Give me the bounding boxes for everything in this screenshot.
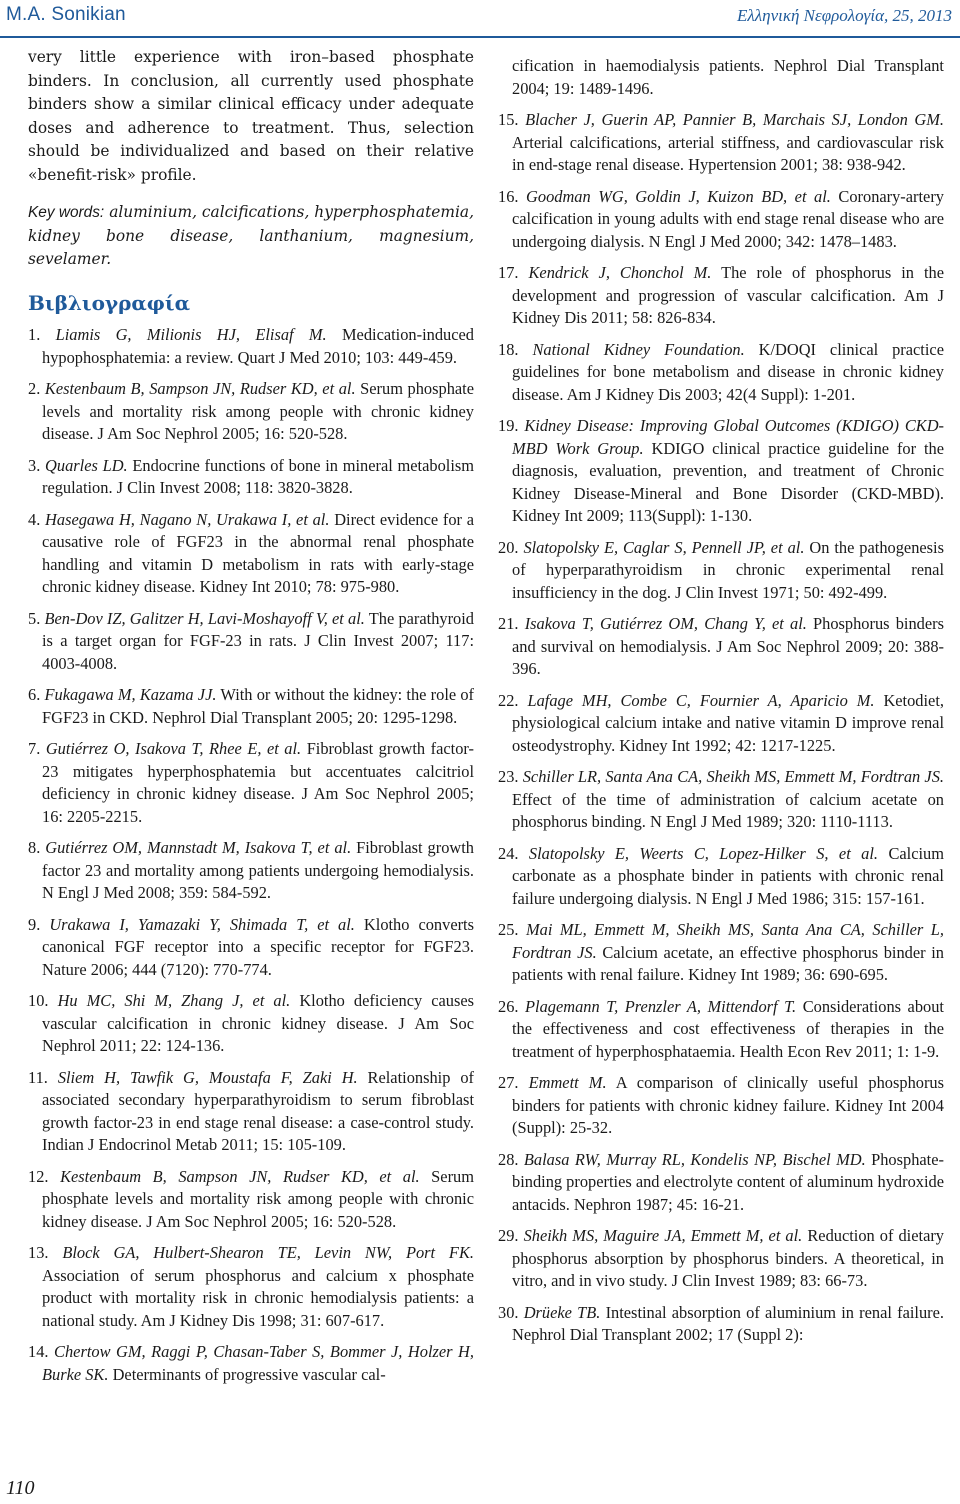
- reference-authors: Block GA, Hulbert-Shearon TE, Levin NW, Port FK.: [62, 1243, 474, 1262]
- reference-details: Serum phosphate levels and mortality risk among people with chronic kidney disease. J Am Soc Nephrol 2005; 16: 520-528.: [42, 379, 474, 443]
- reference-authors: Fukagawa M, Kazama JJ.: [44, 685, 217, 704]
- reference-details: On the pathogenesis of hyperparathyroidism in chronic experimental renal insufficiency in the dog. J Clin Invest 1971; 50: 492-499.: [512, 537, 944, 602]
- reference-number: 7.: [28, 739, 41, 758]
- reference-details: K/DOQI clinical practice guidelines for bone metabolism and disease in chronic kidney disease. Am J Kidney Dis 2003; 42(4 Suppl): 1-201.: [512, 339, 944, 404]
- reference-details: Fibroblast growth factor 23 and mortality among patients undergoing hemodialysis. N Engl J Med 2008; 359: 584-592.: [42, 838, 474, 902]
- reference-authors: Blacher J, Guerin AP, Pannier B, Marchais SJ, London GM.: [525, 110, 944, 129]
- reference-authors: Plagemann T, Prenzler A, Mittendorf T.: [525, 996, 797, 1016]
- reference-number: 2.: [28, 379, 41, 398]
- reference-details: Determinants of progressive vascular cal-: [112, 1364, 386, 1384]
- abstract-paragraph: very little experience with iron–based phosphate binders. In conclusion, all currently used phosphate binders show a similar clinical efficacy under adequate doses and adherence to treatment. Thus, selection should be individualized and based on their relative «benefit-risk» profile.: [28, 48, 474, 184]
- reference-number: 15.: [498, 110, 519, 129]
- reference-authors: Ben-Dov IZ, Galitzer H, Lavi-Moshayoff V, et al.: [44, 608, 365, 628]
- reference-item: [498, 262, 944, 330]
- reference-number: 3.: [28, 455, 41, 475]
- reference-authors: Chertow GM, Raggi P, Chasan-Taber S, Bommer J, Holzer H, Burke SK.: [42, 1342, 474, 1384]
- reference-item: [28, 684, 474, 729]
- reference-number: 4.: [28, 509, 41, 529]
- page-number: 110: [6, 1477, 35, 1499]
- reference-details: Effect of the time of administration of calcium acetate on phosphorus binding. N Engl J Med 1989; 320: 1110-1113.: [512, 789, 944, 831]
- reference-details: Calcium carbonate as a phosphate binder in patients with chronic renal failure undergoing dialysis. N Engl J Med 1986; 315: 157-161.: [512, 843, 944, 908]
- reference-item: [28, 378, 474, 446]
- reference-number: 6.: [28, 685, 41, 704]
- reference-number: 20.: [498, 537, 519, 557]
- author-running-head: M.A. Sonikian: [6, 4, 126, 25]
- reference-number: 19.: [498, 416, 519, 435]
- reference-item: [498, 919, 944, 987]
- reference-number: 18.: [498, 339, 519, 359]
- reference-item: [498, 109, 944, 177]
- reference-details: The parathyroid is a target organ for FGF-23 in rats. J Clin Invest 2007; 117: 4003-4008.: [42, 608, 475, 673]
- reference-number: 9.: [28, 914, 41, 934]
- reference-number: 13.: [28, 1243, 49, 1262]
- reference-item: [498, 1225, 944, 1293]
- reference-authors: Slatopolsky E, Caglar S, Pennell JP, et al.: [523, 537, 805, 557]
- reference-details: Phosphorus binders and survival on hemodialysis. J Am Soc Nephrol 2009; 20: 388-396.: [512, 614, 944, 678]
- reference-item: [28, 1067, 474, 1157]
- reference-authors: Lafage MH, Combe C, Fournier A, Aparicio M.: [527, 690, 875, 710]
- reference-details: The role of phosphorus in the development and progression of vascular calcification. Am J Kidney Dis 2011; 58: 826-834.: [512, 263, 944, 327]
- left-column: [28, 46, 474, 1395]
- reference-authors: Slatopolsky E, Weerts C, Lopez-Hilker S, et al.: [528, 843, 879, 863]
- reference-item: [28, 914, 474, 982]
- reference-authors: Sliem H, Tawfik G, Moustafa F, Zaki H.: [57, 1067, 358, 1087]
- reference-details: Intestinal absorption of aluminium in renal failure. Nephrol Dial Transplant 2002; 17 (Suppl 2):: [512, 1302, 944, 1344]
- reference-authors: Emmett M.: [528, 1073, 607, 1092]
- references-heading: Βιβλιογραφία: [28, 290, 190, 315]
- reference-authors: Kidney Disease: Improving Global Outcomes (KDIGO) CKD-MBD Work Group.: [512, 416, 944, 458]
- reference-number: 11.: [28, 1067, 48, 1087]
- reference-number: 25.: [498, 920, 519, 939]
- reference-authors: Goodman WG, Goldin J, Kuizon BD, et al.: [526, 186, 831, 206]
- header-rule: [0, 36, 960, 38]
- reference-item: [28, 608, 474, 676]
- reference-list-right: [498, 55, 944, 1347]
- reference-details: Direct evidence for a causative role of FGF23 in the abnormal renal phosphate handling and vitamin D metabolism in rats with early-stage chronic kidney disease. Kidney Int 2010; 78: 975-980.: [42, 509, 474, 596]
- reference-number: 5.: [28, 608, 41, 628]
- reference-item: [28, 837, 474, 905]
- reference-authors: Sheikh MS, Maguire JA, Emmett M, et al.: [523, 1226, 803, 1245]
- reference-details: Serum phosphate levels and mortality risk among people with chronic kidney disease. J Am Soc Nephrol 2005; 16: 520-528.: [42, 1166, 474, 1231]
- keywords: [28, 201, 474, 272]
- reference-number: 8.: [28, 838, 41, 857]
- reference-details: Endocrine functions of bone in mineral metabolism regulation. J Clin Invest 2008; 118: 3820-3828.: [42, 455, 474, 497]
- reference-authors: Balasa RW, Murray RL, Kondelis NP, Bischel MD.: [523, 1149, 866, 1169]
- reference-details: Arterial calcifications, arterial stiffness, and cardiovascular risk in end-stage renal disease. Hypertension 2001; 38: 938-942.: [512, 132, 944, 174]
- reference-number: 16.: [498, 186, 519, 206]
- reference-authors: Urakawa I, Yamazaki Y, Shimada T, et al.: [49, 914, 355, 934]
- reference-number: 17.: [498, 263, 519, 282]
- reference-details: Medication-induced hypophosphatemia: a review. Quart J Med 2010; 103: 449-459.: [42, 325, 474, 367]
- reference-details: Klotho deficiency causes vascular calcification in chronic kidney disease. J Am Soc Nephrol 2011; 22: 124-136.: [42, 991, 474, 1055]
- reference-item: [498, 55, 944, 100]
- reference-authors: Drüeke TB.: [523, 1302, 601, 1322]
- reference-item: [498, 186, 944, 254]
- reference-number: 21.: [498, 614, 519, 633]
- reference-details: A comparison of clinically useful phosphorus binders for patients with chronic kidney failure. Kidney Int 2004 (Suppl): 25-32.: [512, 1073, 944, 1137]
- reference-authors: Quarles LD.: [45, 455, 128, 475]
- reference-details: Association of serum phosphorus and calcium x phosphate product with mortality risk in chronic hemodialysis patients: a national study. Am J Kidney Dis 1998; 31: 607-617.: [42, 1265, 474, 1330]
- reference-details: cification in haemodialysis patients. Nephrol Dial Transplant 2004; 19: 1489-1496.: [512, 56, 944, 98]
- reference-details: Coronary-artery calcification in young adults with end stage renal disease who are undergoing dialysis. N Engl J Med 2000; 342: 1478–1483.: [512, 186, 944, 251]
- reference-item: [498, 690, 944, 758]
- reference-details: KDIGO clinical practice guideline for the diagnosis, evaluation, prevention, and treatment of Chronic Kidney Disease-Mineral and Bone Disorder (CKD-MBD). Kidney Int 2009; 113(Suppl): 1-130.: [512, 438, 944, 525]
- reference-number: 29.: [498, 1226, 519, 1245]
- reference-item: [28, 1341, 474, 1386]
- reference-number: 12.: [28, 1166, 49, 1186]
- reference-details: Reduction of dietary phosphorus absorption by phosphorus binders. A theoretical, in vitro, and in vivo study. J Clin Invest 1989; 83: 66-73.: [512, 1226, 944, 1290]
- reference-authors: National Kidney Foundation.: [532, 339, 745, 359]
- reference-item: [498, 415, 944, 528]
- running-header: [0, 4, 960, 32]
- reference-details: Phosphate-binding properties and electrolyte content of aluminum hydroxide antacids. Nephron 1987; 45: 16-21.: [512, 1149, 944, 1214]
- reference-number: 27.: [498, 1073, 519, 1092]
- reference-item: [28, 455, 474, 500]
- journal-running-head: Ελληνική Νεφρολογία, 25, 2013: [737, 6, 952, 25]
- reference-authors: Kestenbaum B, Sampson JN, Rudser KD, et al.: [44, 379, 356, 398]
- reference-item: [498, 996, 944, 1064]
- reference-item: [498, 537, 944, 605]
- reference-list-left: [28, 324, 474, 1386]
- keywords-label: Key words:: [28, 204, 105, 221]
- reference-details: With or without the kidney: the role of FGF23 in CKD. Nephrol Dial Transplant 2005; 20: 1295-1298.: [42, 685, 474, 727]
- reference-details: Fibroblast growth factor-23 mitigates hyperphosphatemia but accentuates calcitriol deficiency in chronic kidney disease. J Am Soc Nephrol 2005; 16: 2205-2215.: [42, 739, 474, 826]
- reference-details: Klotho converts canonical FGF receptor into a specific receptor for FGF23. Nature 2006; 444 (7120): 770-774.: [42, 914, 474, 979]
- reference-item: [28, 324, 474, 369]
- reference-item: [28, 509, 474, 599]
- reference-number: 24.: [498, 843, 519, 863]
- reference-details: Calcium acetate, an effective phosphorus binder in patients with renal failure. Kidney Int 1989; 36: 690-695.: [512, 942, 944, 984]
- reference-authors: Hu MC, Shi M, Zhang J, et al.: [57, 991, 291, 1010]
- reference-item: [28, 990, 474, 1058]
- reference-number: 26.: [498, 996, 519, 1016]
- reference-item: [498, 339, 944, 407]
- reference-details: Relationship of associated secondary hyperparathyroidism to serum fibroblast growth factor-23 in end stage renal disease: a case-control study. Indian J Endocrinol Metab 2011; 15: 105-109.: [42, 1067, 474, 1154]
- reference-item: [498, 613, 944, 681]
- reference-authors: Liamis G, Milionis HJ, Elisaf M.: [55, 325, 327, 344]
- abstract-ending: [28, 46, 474, 187]
- keywords-text: aluminium, calcifications, hyperphosphatemia, kidney bone disease, lanthanium, magnesium, sevelamer.: [28, 203, 474, 268]
- reference-details: Considerations about the effectiveness and cost effectiveness of therapies in the treatment of hyperphosphataemia. Health Econ Rev 2011; 1: 1-9.: [512, 996, 944, 1061]
- reference-number: 22.: [498, 690, 519, 710]
- reference-item: [28, 738, 474, 828]
- reference-item: [28, 1242, 474, 1332]
- reference-authors: Isakova T, Gutiérrez OM, Chang Y, et al.: [524, 614, 807, 633]
- reference-authors: Gutiérrez O, Isakova T, Rhee E, et al.: [45, 739, 302, 758]
- reference-authors: Hasegawa H, Nagano N, Urakawa I, et al.: [45, 509, 330, 529]
- reference-number: 28.: [498, 1149, 519, 1169]
- reference-item: [28, 1166, 474, 1234]
- reference-item: [498, 843, 944, 911]
- reference-number: 30.: [498, 1302, 519, 1322]
- reference-number: 14.: [28, 1342, 49, 1361]
- right-column: [498, 55, 944, 1356]
- reference-number: 1.: [28, 325, 41, 344]
- reference-authors: Gutiérrez OM, Mannstadt M, Isakova T, et al.: [45, 838, 352, 857]
- reference-number: 23.: [498, 767, 519, 786]
- reference-authors: Kestenbaum B, Sampson JN, Rudser KD, et al.: [60, 1166, 420, 1186]
- reference-authors: Kendrick J, Chonchol M.: [528, 263, 712, 282]
- reference-details: Ketodiet, physiological calcium intake and native vitamin D improve renal osteodystrophy. Kidney Int 1992; 42: 1217-1225.: [512, 690, 944, 755]
- reference-authors: Schiller LR, Santa Ana CA, Sheikh MS, Emmett M, Fordtran JS.: [522, 767, 944, 786]
- reference-item: [498, 766, 944, 834]
- reference-authors: Mai ML, Emmett M, Sheikh MS, Santa Ana CA, Schiller L, Fordtran JS.: [512, 920, 944, 962]
- reference-item: [498, 1072, 944, 1140]
- reference-item: [498, 1302, 944, 1347]
- reference-number: 10.: [28, 991, 49, 1010]
- reference-item: [498, 1149, 944, 1217]
